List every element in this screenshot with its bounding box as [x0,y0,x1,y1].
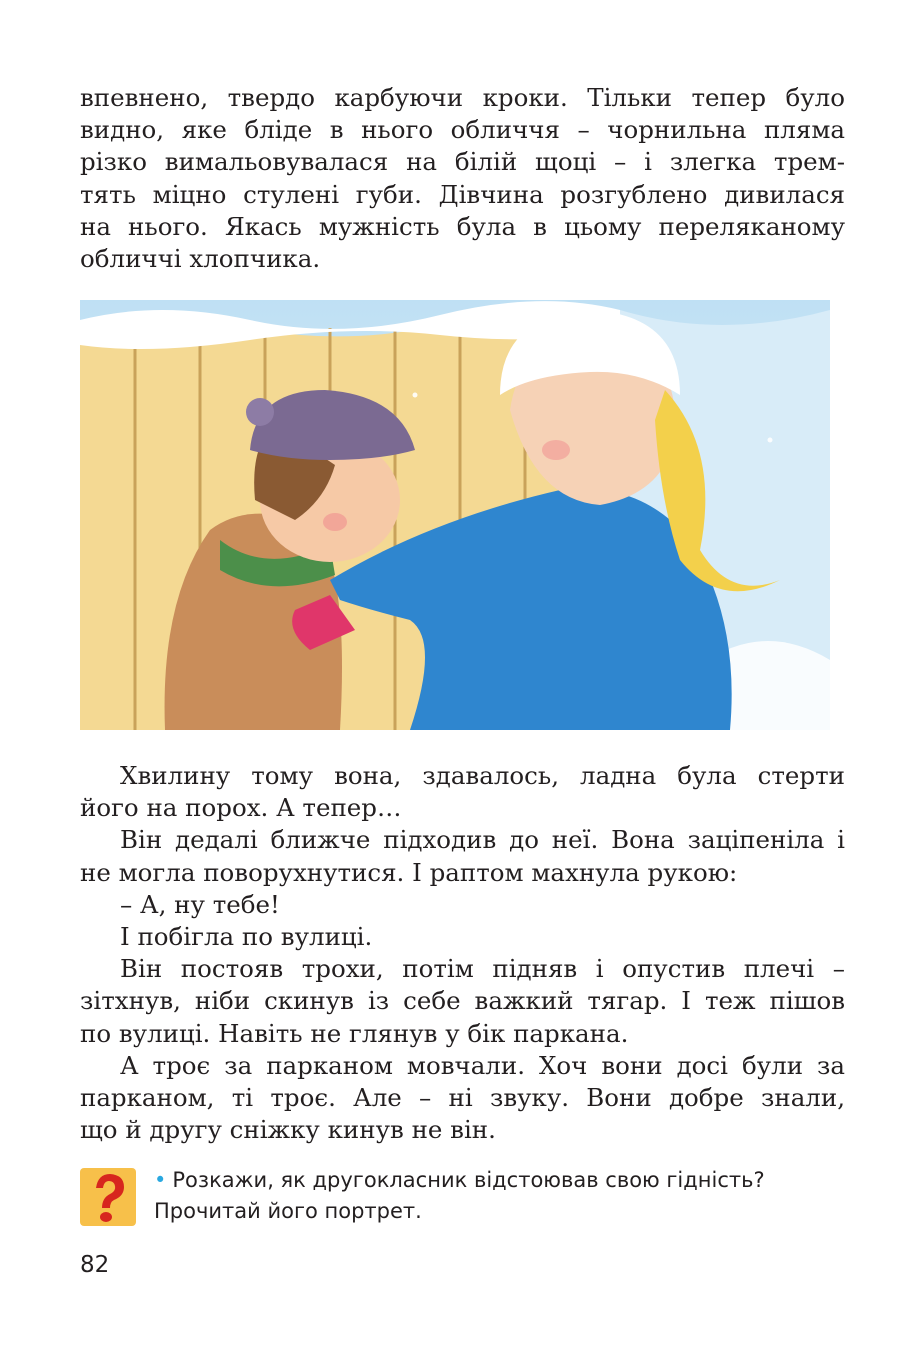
text-line: обличчі хлопчика. [80,244,321,274]
text-line: його на порох. А тепер… [80,793,402,823]
text-line: А троє за парканом мовчали. Хоч вони досі були за [120,1050,845,1080]
text-line: Він дедалі ближче підходив до неї. Вона заціпеніла і [120,825,845,855]
story-illustration [80,300,830,730]
text-line: видно, яке бліде в нього обличчя – чорнильна пляма [80,115,845,145]
text-line: тять міцно стулені губи. Дівчина розгублено дивилася [80,179,845,209]
text-line: що й другу сніжку кинув не він. [80,1115,496,1145]
text-line: – А, ну тебе! [120,889,280,919]
page-number: 82 [80,1252,110,1278]
bottom-text [80,760,845,1146]
text-line: І побігла по вулиці. [120,922,373,952]
text-line: зітхнув, ніби скинув із себе важкий тягар. І теж пішов [80,986,845,1016]
bullet-icon: • [154,1168,167,1192]
text-line: по вулиці. Навіть не глянув у бік паркана. [80,1018,629,1048]
task-instruction: Прочитай його портрет. [154,1199,422,1223]
text-line: парканом, ті троє. Але – ні звуку. Вони добре знали, [80,1083,845,1113]
task-question: Розкажи, як другокласник відстоював свою гідність? [172,1168,765,1192]
question-task [80,1165,860,1235]
text-line: Хвилину тому вона, здавалось, ладна була стерти [120,761,845,790]
top-paragraph [80,82,845,275]
text-line: не могла поворухнутися. І раптом махнула рукою: [80,857,738,887]
text-line: впевнено, твердо карбуючи кроки. Тільки тепер було [80,83,845,112]
text-line: різко вимальовувалася на білій щоці – і злегка трем- [80,147,845,177]
question-mark-icon [80,1168,136,1226]
text-line: на нього. Якась мужність була в цьому переляканому [80,211,845,241]
text-line: Він постояв трохи, потім підняв і опустив плечі – [120,954,845,984]
